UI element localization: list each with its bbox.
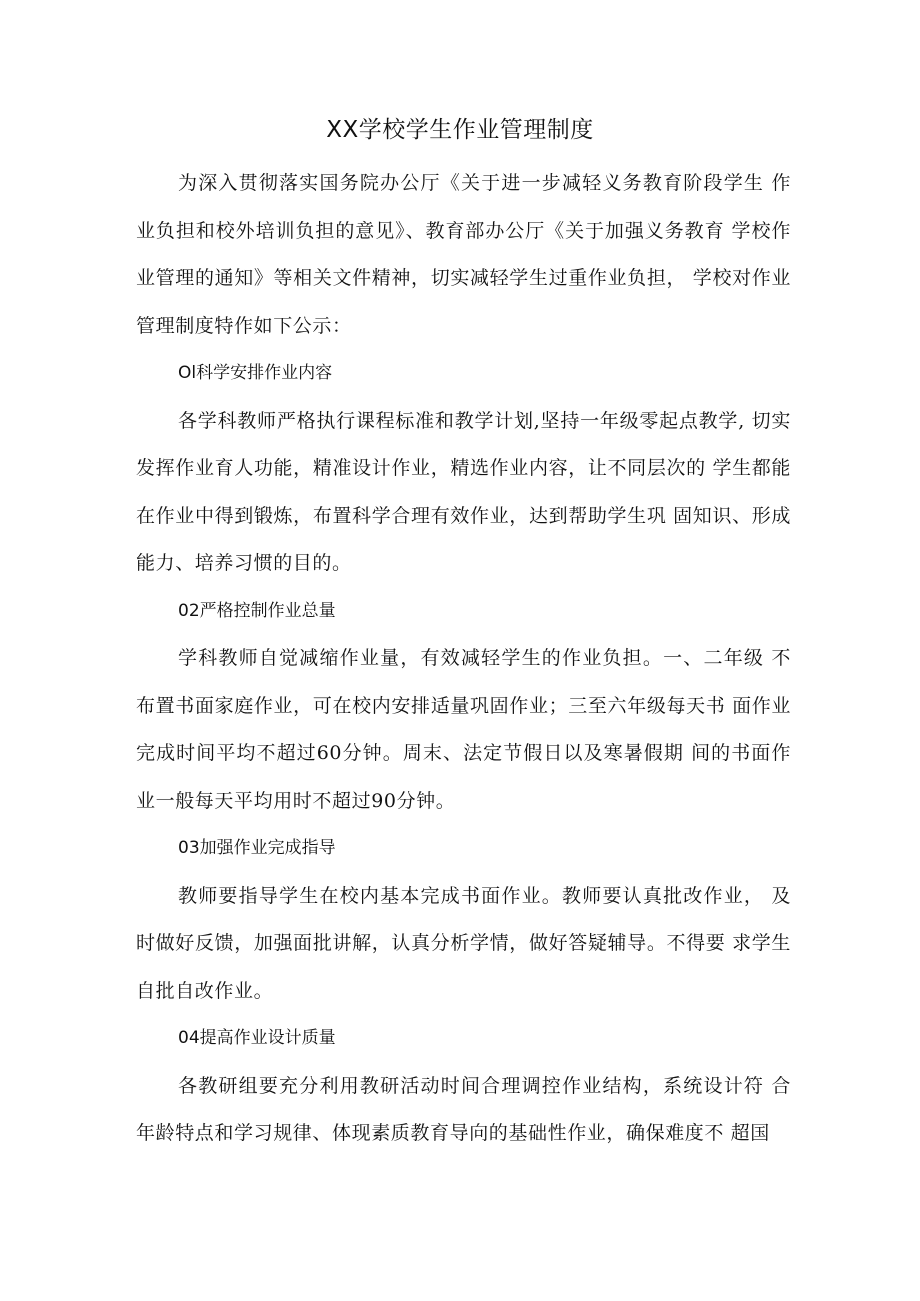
section-heading: Ol科学安排作业内容: [178, 363, 333, 383]
section-2: [136, 588, 791, 826]
section-heading: 02严格控制作业总量: [178, 600, 336, 621]
section-heading: 03加强作业完成指导: [178, 838, 336, 858]
section-paragraph: 各教研组要充分利用教研活动时间合理调控作业结构，系统设计符 合年龄特点和学习规律、体现素质教育导向的基础性作业，确保难度不 超国: [136, 1074, 791, 1144]
section-paragraph: 各学科教师严格执行课程标准和教学计划,坚持一年级零起点教学, 切实发挥作业育人功能，精准设计作业，精选作业内容，让不同层次的 学生都能在作业中得到锻炼，布置科学合理有效作业，达到帮助学生巩 固知识、形成能力、培养习惯的目的。: [136, 409, 791, 574]
section-paragraph: 学科教师自觉减缩作业量，有效减轻学生的作业负担。一、二年级 不布置书面家庭作业，可在校内安排适量巩固作业；三至六年级每天书 面作业完成时间平均不超过60分钟。周末、法定节假日以及寒暑假期 间的书面作业一般每天平均用时不超过90分钟。: [136, 647, 791, 812]
section-4: [136, 1015, 791, 1158]
section-1: [136, 350, 791, 588]
section-paragraph: 教师要指导学生在校内基本完成书面作业。教师要认真批改作业， 及时做好反馈，加强面批讲解，认真分析学情，做好答疑辅导。不得要 求学生自批自改作业。: [136, 884, 791, 1002]
section-3: [136, 825, 791, 1015]
section-heading: 04提高作业设计质量: [178, 1028, 336, 1048]
document-title: XX学校学生作业管理制度: [326, 117, 594, 143]
document-body: [136, 160, 791, 1158]
intro-paragraph: 为深入贯彻落实国务院办公厅《关于进一步减轻义务教育阶段学生 作业负担和校外培训负担的意见》、教育部办公厅《关于加强义务教育 学校作业管理的通知》等相关文件精神，切实减轻学生过重作业负担， 学校对作业管理制度特作如下公示：: [136, 172, 791, 337]
